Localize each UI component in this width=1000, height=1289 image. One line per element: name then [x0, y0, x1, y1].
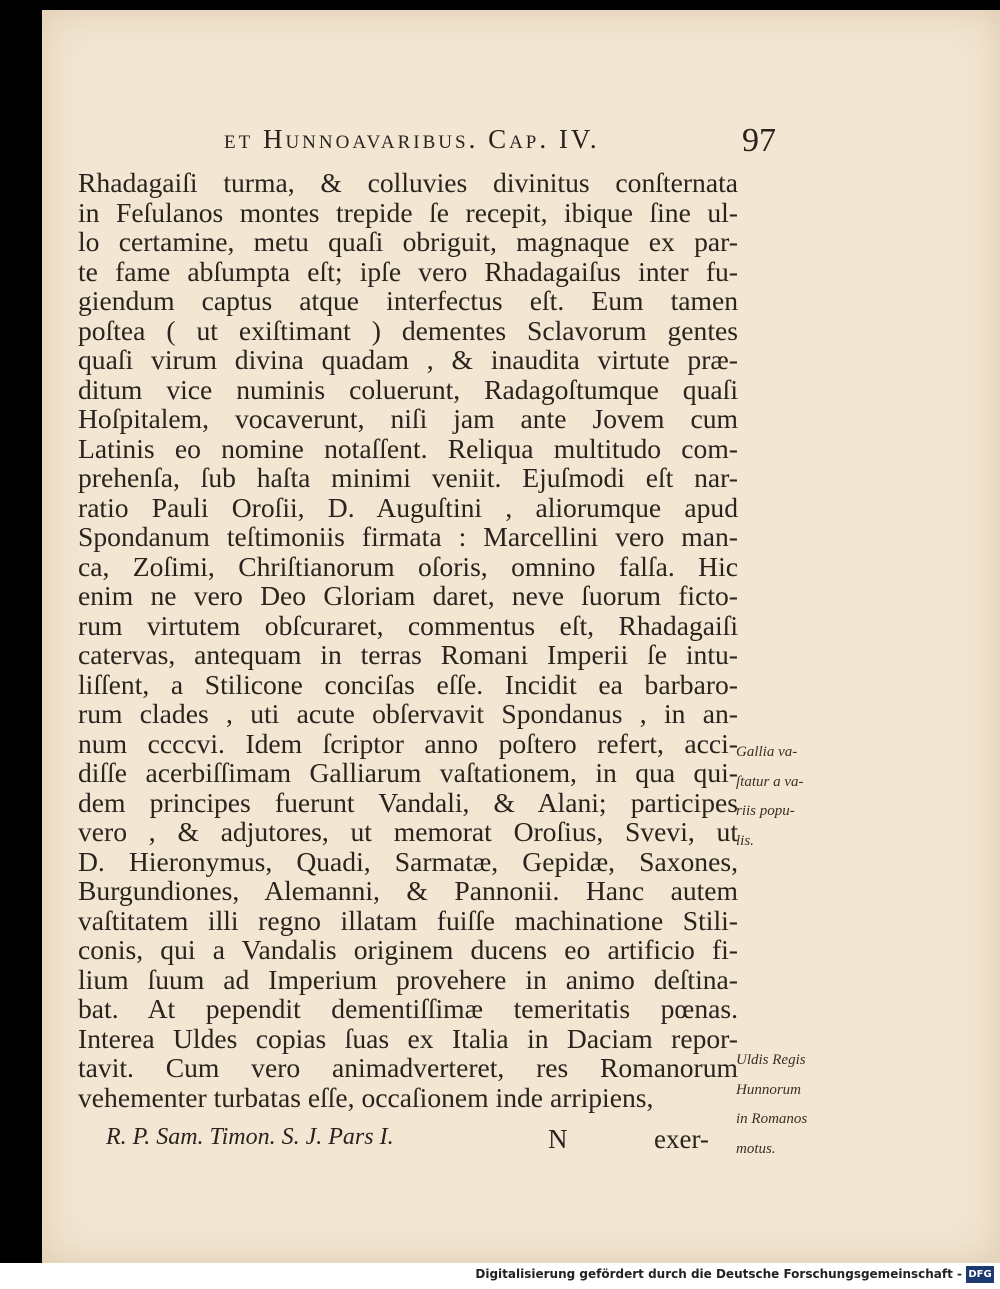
printer-signature: R. P. Sam. Timon. S. J. Pars I. [106, 1124, 394, 1150]
text-line: Rhadagaiſi turma, & colluvies divinitus conſternata [78, 167, 738, 198]
marginal-note-line: in Romanos [736, 1111, 808, 1127]
marginal-note-line: Hunnorum [736, 1081, 802, 1098]
marginal-note-uldes [736, 1046, 836, 1164]
marginal-note-line: ſtatur a va- [736, 773, 804, 790]
signature-letter: N [548, 1124, 568, 1154]
body-text [78, 168, 738, 1112]
marginal-note-line: motus. [736, 1140, 776, 1157]
text-line: vero , & adjutores, ut memorat Oroſius, Svevi, ut [78, 816, 738, 847]
text-line: rum virtutem obſcuraret, commentus eſt, Rhadagaiſi [78, 609, 738, 641]
text-line: quaſi virum divina quadam , & inaudita virtute præ- [78, 344, 738, 375]
marginal-note-line: Uldis Regis [736, 1052, 806, 1068]
text-line: num ccccvi. Idem ſcriptor anno poſtero refert, acci- [78, 727, 738, 759]
text-line: diſſe acerbiſſimam Galliarum vaſtationem, in qua qui- [78, 757, 738, 788]
dfg-logo: DFG [966, 1266, 994, 1283]
text-line: ditum vice numinis coluerunt, Radagoſtumque quaſi [78, 373, 738, 405]
page-header [224, 116, 784, 160]
text-line: prehenſa, ſub haſta minimi veniit. Ejuſmodi eſt nar- [78, 462, 738, 493]
text-line: lo certamine, metu quaſi obriguit, magnaque ex par- [78, 226, 738, 257]
text-line: D. Hieronymus, Quadi, Sarmatæ, Gepidæ, Saxones, [78, 845, 738, 877]
text-line: enim ne vero Deo Gloriam daret, neve ſuorum ficto- [78, 580, 738, 611]
text-line: conis, qui a Vandalis originem ducens eo artificio fi- [78, 934, 738, 965]
catchword: exer- [654, 1124, 709, 1154]
text-line: catervas, antequam in terras Romani Imperii ſe intu- [78, 639, 738, 670]
marginal-note-line: riis popu- [736, 803, 795, 819]
marginal-note-line: lis. [736, 832, 754, 849]
text-line: Hoſpitalem, vocaverunt, niſi jam ante Jovem cum [78, 403, 738, 434]
text-line: te fame abſumpta eſt; ipſe vero Rhadagaiſus inter fu- [78, 255, 738, 287]
text-line: ratio Pauli Oroſii, D. Auguſtini , aliorumque apud [78, 491, 738, 523]
text-line: bat. At pependit dementiſſimæ temeritatis pœnas. [78, 993, 738, 1024]
text-line: Latinis eo nomine notaſſent. Reliqua multitudo com- [78, 432, 738, 464]
text-line: tavit. Cum vero animadverteret, res Romanorum [78, 1052, 738, 1083]
text-line: vaſtitatem illi regno illatam fuiſſe machinatione Stili- [78, 904, 738, 936]
marginal-note-gallia [736, 738, 836, 856]
text-line: vehementer turbatas eſſe, occaſionem inde arripiens, [78, 1081, 654, 1113]
text-line: giendum captus atque interfectus eſt. Eum tamen [78, 285, 738, 316]
marginal-note-line: Gallia va- [736, 744, 798, 760]
text-line: rum clades , uti acute obſervavit Spondanus , in an- [78, 698, 738, 729]
text-line: dem principes fuerunt Vandali, & Alani; participes [78, 786, 738, 818]
credit-text: Digitalisierung gefördert durch die Deutsche Forschungsgemeinschaft - [475, 1267, 962, 1281]
text-line: poſtea ( ut exiſtimant ) dementes Sclavorum gentes [78, 314, 738, 346]
text-line: Interea Uldes copias ſuas ex Italia in Daciam repor- [78, 1022, 738, 1054]
text-line: lium ſuum ad Imperium provehere in animo deſtina- [78, 963, 738, 995]
running-title: et Hunnoavaribus. Cap. IV. [224, 124, 600, 154]
page-number: 97 [742, 122, 776, 159]
text-line: Burgundiones, Alemanni, & Pannonii. Hanc autem [78, 875, 738, 906]
text-line: liſſent, a Stilicone conciſas eſſe. Incidit ea barbaro- [78, 668, 738, 700]
text-line: in Feſulanos montes trepide ſe recepit, ibique ſine ul- [78, 196, 738, 228]
text-line: Spondanum teſtimoniis firmata : Marcellini vero man- [78, 521, 738, 552]
text-line: ca, Zoſimi, Chriſtianorum oſoris, omnino falſa. Hic [78, 550, 738, 582]
credit-bar [0, 1263, 1000, 1289]
